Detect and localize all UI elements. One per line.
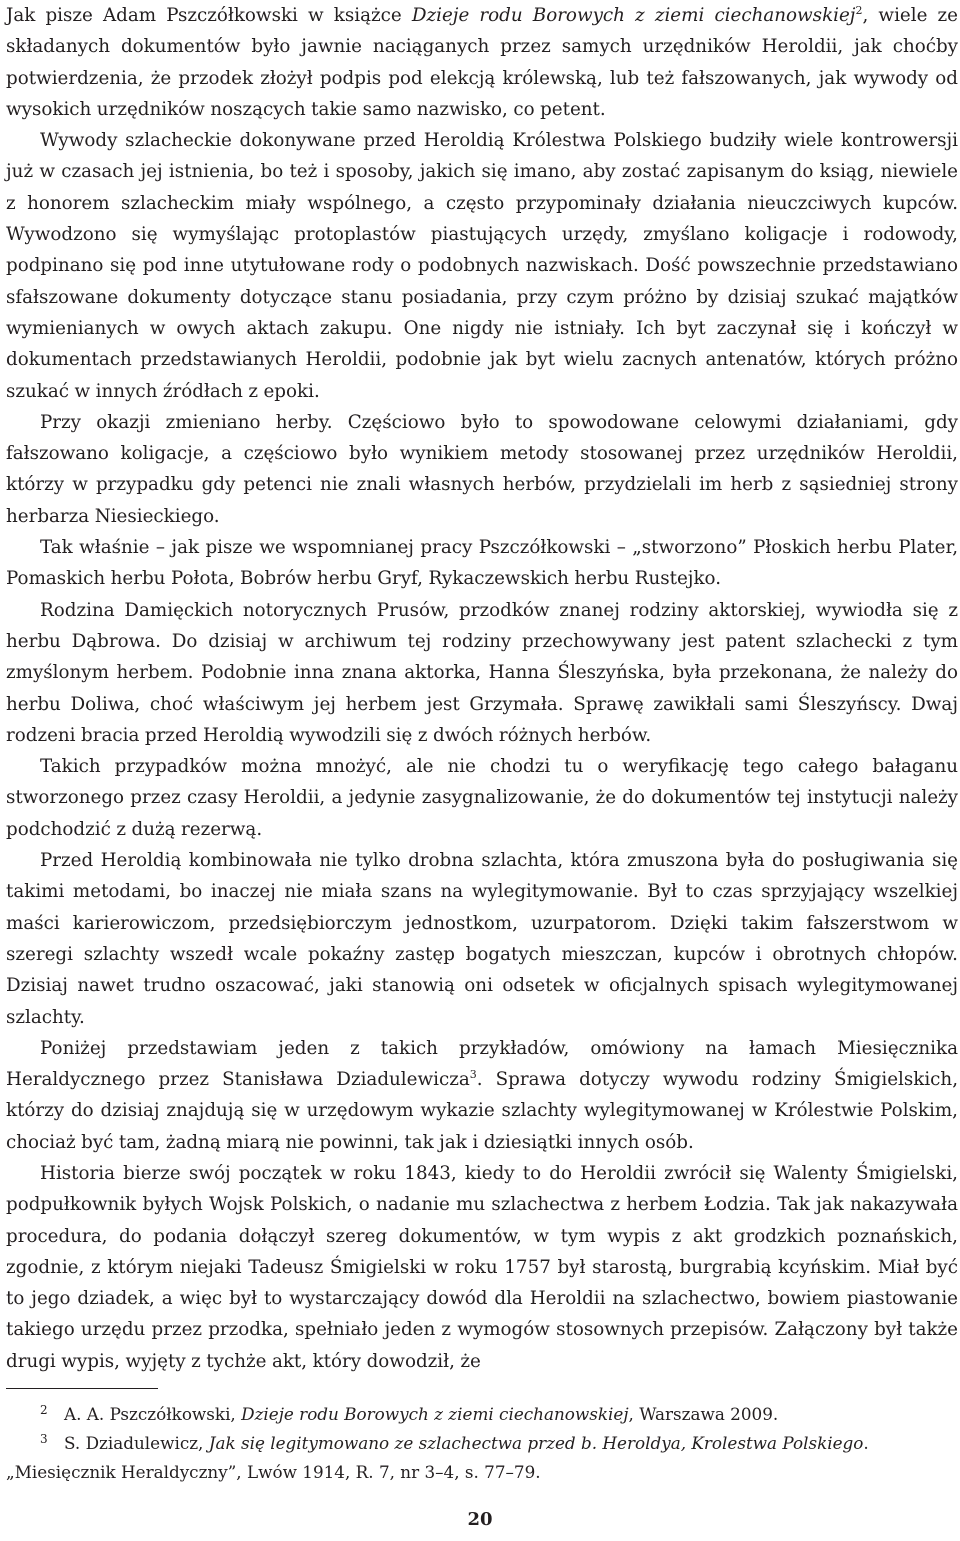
text-run: A. A. Pszczółkowski,: [64, 1404, 242, 1424]
footnote: [6, 1429, 958, 1487]
text-run: , wiele ze składanych dokumentów było jawnie naciąganych przez samych urzędników Heroldii, jak choćby potwierdzenia, że przodek złożył podpis pod elekcją królewską, lub też fałszowanych, jak wywody od wysokich urzędników noszących takie samo nazwisko, co petent.: [6, 5, 958, 120]
footnotes-section: [6, 1400, 958, 1487]
paragraph: [6, 407, 958, 532]
text-run: Tak właśnie – jak pisze we wspomnianej pracy Pszczółkowski – „stworzono” Płoskich herbu Plater, Pomaskich herbu Połota, Bobrów herbu Gryf, Rykaczewskich herbu Rustejko.: [6, 537, 958, 590]
text-run: Wywody szlacheckie dokonywane przed Heroldią Królestwa Polskiego budziły wiele kontrowersji już w czasach jej istnienia, bo też i sposoby, jakich się imano, aby zostać zapisanym do ksiąg, niewiele z honorem szlacheckim miały wspólnego, a często przypominały działania nieuczciwych kupców. Wywodzono się wymyślając protoplastów piastujących urzędy, zmyślano koligacje i rodowody, podpinano się pod inne utytułowane rody o podobnych nazwiskach. Dość powszechnie przedstawiano sfałszowane dokumenty dotyczące stanu posiadania, przy czym próżno by dzisiaj szukać majątków wymienianych w owych aktach zakupu. One nigdy nie istniały. Ich byt zaczynał się i kończył w dokumentach przedstawianych Heroldii, podobnie jak byt wielu zacnych antenatów, których próżno szukać w innych źródłach z epoki.: [6, 130, 958, 402]
page-number: 20: [467, 1509, 493, 1530]
paragraph: [6, 1158, 958, 1377]
text-run: Przy okazji zmieniano herby. Częściowo było to spowodowane celowymi działaniami, gdy fałszowano koligacje, a częściowo było wynikiem metody stosowanej przez urzędników Heroldii, którzy w przypadku gdy petenci nie znali własnych herbów, przydzielali im herb z sąsiedniej strony herbarza Niesieckiego.: [6, 411, 958, 527]
text-run: Historia bierze swój początek w roku 1843, kiedy to do Heroldii zwrócił się Walenty Śmigielski, podpułkownik byłych Wojsk Polskich, o nadanie mu szlachectwa z herbem Łodzia. Tak jak nakazywała procedura, do podania dołączył szereg dokumentów, w tym wypis z akt grodzkich poznańskich, zgodnie, z którym niejaki Tadeusz Śmigielski w roku 1757 był starostą, burgrabią kcyńskim. Miał być to jego dziadek, a więc był to wystarczający dowód dla Heroldii na szlachectwo, bowiem piastowanie takiego urzędu przez przodka, spełniało jeden z wymogów stosownych przepisów. Załączony był także drugi wypis, wyjęty z tychże akt, który dowodził, że: [6, 1162, 958, 1372]
footnote-reference: 2: [855, 3, 863, 17]
italic-title: Jak się legitymowano ze szlachectwa przed b. Heroldya, Krolestwa Polskiego: [208, 1433, 864, 1453]
text-run: Takich przypadków można mnożyć, ale nie chodzi tu o weryfikację tego całego bałaganu stworzonego przez czasy Heroldii, a jedynie zasygnalizowanie, że do dokumentów tej instytucji należy podchodzić z dużą rezerwą.: [6, 756, 958, 840]
paragraph: [6, 595, 958, 751]
footnote-text: [6, 1400, 958, 1429]
footnote-number: 3: [40, 1432, 48, 1446]
body-text: [6, 0, 958, 1377]
paragraph: [6, 751, 958, 845]
footnote-number: 2: [40, 1403, 48, 1417]
paragraph: [6, 125, 958, 407]
italic-title: Dzieje rodu Borowych z ziemi ciechanowskiej: [241, 1404, 629, 1424]
text-run: Rodzina Damięckich notorycznych Prusów, przodków znanej rodziny aktorskiej, wywiodła się z herbu Dąbrowa. Do dzisiaj w archiwum tej rodziny przechowywany jest patent szlachecki z tym zmyślonym herbem. Podobnie inna znana aktorka, Hanna Śleszyńska, była przekonana, że należy do herbu Doliwa, choć właściwym jej herbem jest Grzymała. Sprawę zawikłali sami Śleszyńscy. Dwaj rodzeni bracia przed Heroldią wywodzili się z dwóch różnych herbów.: [6, 599, 958, 746]
footnote-reference: 3: [469, 1068, 477, 1081]
footnote-text: [6, 1429, 958, 1487]
footnote: [6, 1400, 958, 1429]
text-run: Przed Heroldią kombinowała nie tylko drobna szlachta, która zmuszona była do posługiwania się takimi metodami, bo inaczej nie miała szans na wylegitymowanie. Był to czas sprzyjający wszelkiej maści karierowiczom, przedsiębiorczym jednostkom, uzurpatorom. Dzięki takim fałszerstwom w szeregi szlachty wszedł wcale pokaźny zastęp bogatych mieszczan, kupców i obrotnych chłopów. Dzisiaj nawet trudno oszacować, jaki stanowią oni odsetek w oficjalnych spisach wylegitymowanej szlachty.: [6, 850, 958, 1028]
text-run: . „Miesięcznik Heraldyczny”, Lwów 1914, R. 7, nr 3–4, s. 77–79.: [6, 1433, 869, 1482]
text-run: S. Dziadulewicz,: [64, 1433, 209, 1453]
text-run: Poniżej przedstawiam jeden z takich przykładów, omówiony na łamach Miesięcznika Heraldycznego przez Stanisława Dziadulewicza: [6, 1037, 958, 1091]
main-text-column: [6, 0, 958, 1377]
paragraph: [6, 845, 958, 1033]
paragraph: [6, 0, 958, 125]
footnote-separator: [6, 1388, 158, 1389]
text-run: Jak pisze Adam Pszczółkowski w książce: [6, 5, 412, 26]
italic-title: Dzieje rodu Borowych z ziemi ciechanowskiej: [411, 5, 856, 26]
text-run: . Sprawa dotyczy wywodu rodziny Śmigielskich, którzy do dzisiaj znajdują się w urzędowym wykazie szlachty wylegitymowanej w Królestwie Polskim, chociaż być tam, żadną miarą nie powinni, tak jak i dziesiątki innych osób.: [6, 1069, 959, 1153]
text-run: , Warszawa 2009.: [628, 1404, 779, 1424]
paragraph: [6, 532, 958, 595]
paragraph: [6, 1033, 958, 1158]
